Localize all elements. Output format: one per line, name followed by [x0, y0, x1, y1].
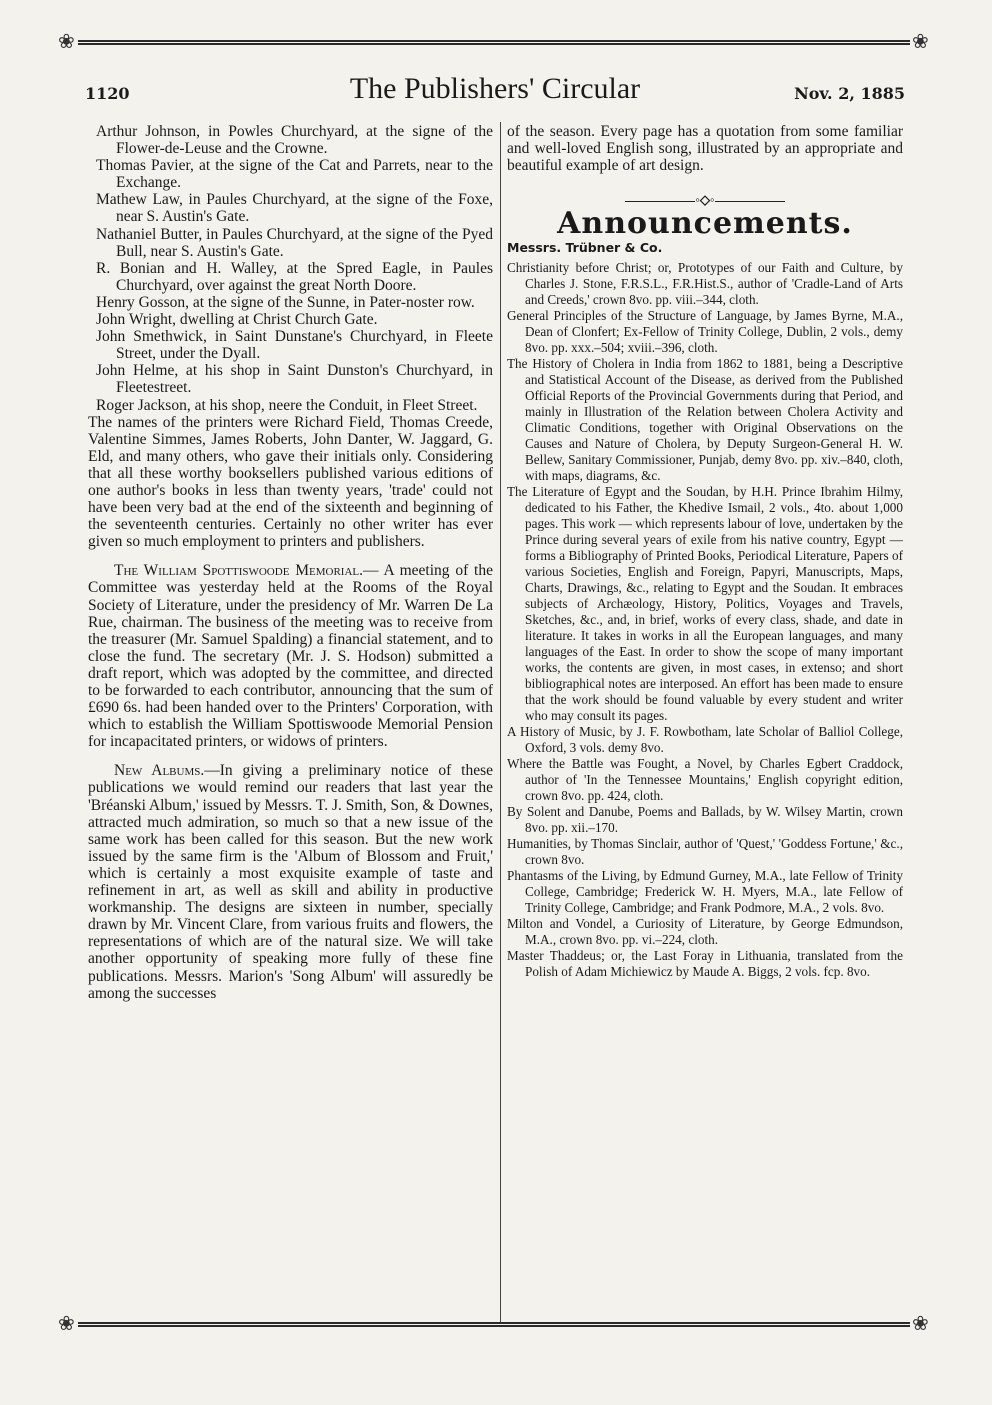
- albums-heading: New Albums.: [114, 762, 205, 780]
- printers-paragraph: The names of the printers were Richard Field, Thomas Creede, Valentine Simmes, James Roberts, John Danter, W. Jaggard, G. Eld, and many others, who gave their initials only. Considering that all these worthy booksellers published various editions of one author's books in less than twenty years, 'trade' could not have been very bad at the end of the sixteenth and beginning of the seventeenth centuries. Certainly no other writer has ever given so much employment to printers and publishers.: [88, 413, 493, 551]
- left-column: [88, 123, 493, 1318]
- list-item: R. Bonian and H. Walley, at the Spred Eagle, in Paules Churchyard, over against the great North Doore.: [96, 259, 493, 294]
- list-item: John Helme, at his shop in Saint Dunston's Churchyard, in Fleetestreet.: [96, 362, 493, 397]
- list-item: Where the Battle was Fought, a Novel, by Charles Egbert Craddock, author of 'In the Tennessee Mountains,' English copyright edition, crown 8vo. pp. 424, cloth.: [507, 756, 903, 803]
- list-item: John Smethwick, in Saint Dunstane's Churchyard, in Fleete Street, under the Dyall.: [96, 328, 493, 363]
- announcement-list: [507, 260, 903, 980]
- list-item: Roger Jackson, at his shop, neere the Conduit, in Fleet Street.: [96, 396, 478, 414]
- announcements-heading: Announcements.: [557, 206, 853, 241]
- memorial-paragraph: [88, 562, 493, 750]
- list-item: General Principles of the Structure of Language, by James Byrne, M.A., Dean of Clonfert; Ex-Fellow of Trinity College, Dublin, 2 vols., demy 8vo. pp. xxx.–504; xviii.–396, cloth.: [507, 308, 903, 355]
- issue-date: Nov. 2, 1885: [794, 84, 905, 103]
- albums-paragraph: [88, 762, 493, 1001]
- list-item: Nathaniel Butter, in Paules Churchyard, at the signe of the Pyed Bull, near S. Austin's Gate.: [96, 225, 493, 260]
- memorial-heading: The William Spottiswoode Memorial.—: [114, 562, 379, 580]
- list-item: Master Thaddeus; or, the Last Foray in Lithuania, translated from the Polish of Adam Michiewicz by Maude A. Biggs, 2 vols. fcp. 8vo.: [507, 948, 903, 979]
- page-title: The Publishers' Circular: [349, 72, 641, 105]
- list-item: John Wright, dwelling at Christ Church Gate.: [96, 311, 378, 329]
- list-item: Mathew Law, in Paules Churchyard, at the signe of the Foxe, near S. Austin's Gate.: [96, 191, 493, 226]
- list-item: A History of Music, by J. F. Rowbotham, late Scholar of Balliol College, Oxford, 3 vols. demy 8vo.: [507, 724, 903, 755]
- corner-ornament-icon: ❀: [912, 29, 929, 53]
- list-item: By Solent and Danube, Poems and Ballads, by W. Wilsey Martin, crown 8vo. pp. xii.–170.: [507, 804, 903, 835]
- bottom-rule: [78, 1322, 910, 1327]
- section-divider: ◦◇◦: [507, 192, 903, 208]
- publisher-name: Messrs. Trübner & Co.: [507, 240, 663, 255]
- corner-ornament-icon: ❀: [912, 1311, 929, 1335]
- continuation-paragraph: of the season. Every page has a quotation from some familiar and well-loved English song, illustrated by an appropriate and beautiful example of art design.: [507, 123, 903, 174]
- top-rule: [78, 40, 910, 45]
- list-item: Henry Gosson, at the signe of the Sunne, in Pater-noster row.: [96, 293, 475, 311]
- list-item: The History of Cholera in India from 1862 to 1881, being a Descriptive and Statistical Account of the Disease, as derived from the Published Official Reports of the Provincial Governments during that Period, and mainly in Illustration of the Relation between Cholera Activity and Climatic Conditions, together with Original Observations on the Causes and Nature of Cholera, by Deputy Surgeon-General H. W. Bellew, Sanitary Commissioner, Punjab, demy 8vo. pp. xiv.–840, cloth, with maps, diagrams, &c.: [507, 356, 903, 483]
- list-item: Arthur Johnson, in Powles Churchyard, at the signe of the Flower-de-Leuse and the Crowne.: [96, 123, 493, 158]
- bookseller-list: [88, 123, 493, 414]
- list-item: Christianity before Christ; or, Prototypes of our Faith and Culture, by Charles J. Stone, F.R.S.L., F.R.Hist.S., author of 'Cradle-Land of Arts and Creeds,' crown 8vo. pp. viii.–344, cloth.: [507, 260, 903, 307]
- albums-body: —In giving a preliminary notice of these publications we would remind our readers that last year the 'Bréanski Album,' issued by Messrs. T. J. Smith, Son, & Downes, attracted much admiration, so much so that a new issue of the same work has been called for this season. But the new work issued by the same firm is the 'Album of Blossom and Fruit,' which is certainly a most exquisite example of taste and refinement in art, as well as skill and ability in productive workmanship. The designs are sixteen in number, specially drawn by Mr. Vincent Clare, from various fruits and flowers, the representations of which are of the natural size. We will take another opportunity of speaking more fully of these fine publications. Messrs. Marion's 'Song Album' will assuredly be among the successes: [88, 762, 493, 1002]
- memorial-body: A meeting of the Committee was yesterday held at the Rooms of the Royal Society of Literature, under the presidency of Mr. Warren De La Rue, chairman. The business of the meeting was to receive from the treasurer (Mr. Samuel Spalding) a financial statement, and to close the fund. The secretary (Mr. J. S. Hodson) submitted a draft report, which was adopted by the committee, and directed to be forwarded to each contributor, announcing that the sum of £690 6s. had been handed over to the Printers' Corporation, with which to establish the William Spottiswoode Memorial Pension for incapacitated printers, or widows of printers.: [88, 562, 493, 751]
- page-header: [85, 72, 905, 112]
- list-item: Milton and Vondel, a Curiosity of Literature, by George Edmundson, M.A., crown 8vo. pp. vi.–224, cloth.: [507, 916, 903, 947]
- corner-ornament-icon: ❀: [58, 1311, 75, 1335]
- list-item: Humanities, by Thomas Sinclair, author of 'Quest,' 'Goddess Fortune,' &c., crown 8vo.: [507, 836, 903, 867]
- right-column: [507, 123, 903, 1318]
- list-item: Thomas Pavier, at the signe of the Cat and Parrets, near to the Exchange.: [96, 157, 493, 192]
- list-item: Phantasms of the Living, by Edmund Gurney, M.A., late Fellow of Trinity College, Cambridge; Frederick W. H. Myers, M.A., late Fellow of Trinity College, Cambridge; and Frank Podmore, M.A., 2 vols. 8vo.: [507, 868, 903, 915]
- page-number: 1120: [85, 84, 130, 103]
- corner-ornament-icon: ❀: [58, 29, 75, 53]
- list-item: The Literature of Egypt and the Soudan, by H.H. Prince Ibrahim Hilmy, dedicated to his Father, the Khedive Ismail, 2 vols., 4to. about 1,000 pages. This work — which represents labour of love, undertaken by the Prince during several years of exile from his native country, Egypt — forms a Bibliography of Printed Books, Periodical Literature, Papers of various Societies, English and Foreign, Papyri, Manuscripts, Maps, Charts, Drawings, &c., relating to Egypt and the Soudan. It embraces subjects of Archæology, History, Politics, Voyages and Travels, Sketches, &c., and, in brief, works of every class, shade, and date in literature. It takes in works in all the European languages, and many languages of the East. In order to show the scope of many important works, the contents are given, in most cases, in extenso; and short bibliographical notes are interposed. An effort has been made to ensure that the work should be found valuable by every student and writer who may consult its pages.: [507, 484, 903, 723]
- column-divider: [500, 122, 501, 1322]
